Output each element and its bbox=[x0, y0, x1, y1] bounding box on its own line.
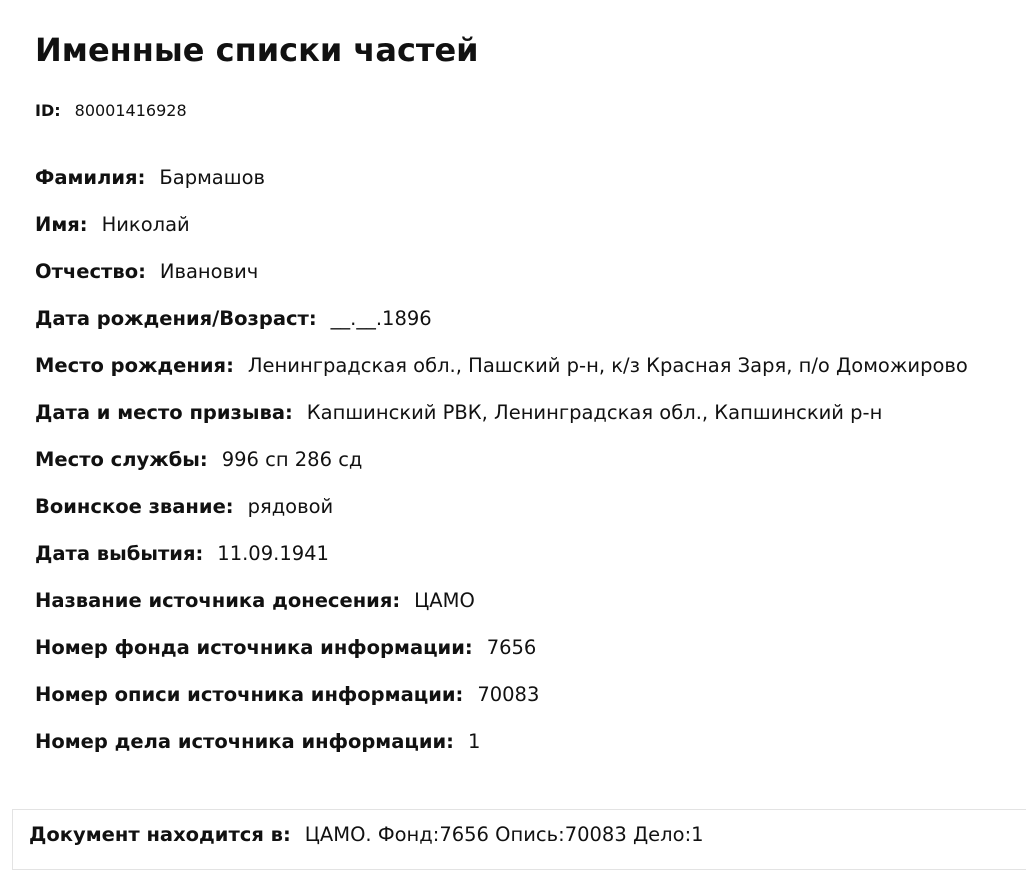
field-label: Название источника донесения: bbox=[35, 589, 401, 612]
field-service-place bbox=[35, 446, 1020, 493]
field-label: Номер описи источника информации: bbox=[35, 683, 464, 706]
field-label: Дата и место призыва: bbox=[35, 401, 293, 424]
field-value: 70083 bbox=[477, 683, 540, 706]
field-inventory-number bbox=[35, 681, 1020, 728]
field-value: 7656 bbox=[486, 636, 537, 659]
field-surname bbox=[35, 164, 1020, 211]
field-value: 996 сп 286 сд bbox=[221, 448, 363, 471]
document-location-label: Документ находится в: bbox=[29, 823, 291, 846]
document-location-box bbox=[12, 809, 1026, 870]
field-birth-date bbox=[35, 305, 1020, 352]
field-patronymic bbox=[35, 258, 1020, 305]
field-military-rank bbox=[35, 493, 1020, 540]
record-id-label: ID: bbox=[35, 101, 61, 120]
document-location bbox=[29, 821, 704, 849]
field-birth-place bbox=[35, 352, 1020, 399]
field-case-number bbox=[35, 728, 1020, 775]
field-first-name bbox=[35, 211, 1020, 258]
record-fields bbox=[35, 164, 1020, 775]
field-label: Отчество: bbox=[35, 260, 146, 283]
field-label: Фамилия: bbox=[35, 166, 146, 189]
field-fund-number bbox=[35, 634, 1020, 681]
field-value: Бармашов bbox=[159, 166, 266, 189]
field-label: Имя: bbox=[35, 213, 88, 236]
record-id-value: 80001416928 bbox=[74, 101, 187, 120]
field-value: __.__.1896 bbox=[330, 307, 432, 330]
field-label: Номер дела источника информации: bbox=[35, 730, 454, 753]
field-label: Место рождения: bbox=[35, 354, 234, 377]
field-value: Капшинский РВК, Ленинградская обл., Капшинский р-н bbox=[306, 401, 883, 424]
field-label: Дата рождения/Возраст: bbox=[35, 307, 317, 330]
field-report-source bbox=[35, 587, 1020, 634]
field-value: ЦАМО bbox=[414, 589, 475, 612]
field-value: 11.09.1941 bbox=[217, 542, 329, 565]
field-value: рядовой bbox=[247, 495, 334, 518]
document-location-value: ЦАМО. Фонд:7656 Опись:70083 Дело:1 bbox=[304, 823, 704, 846]
page-title: Именные списки частей bbox=[35, 31, 479, 69]
field-value: Николай bbox=[101, 213, 190, 236]
field-label: Воинское звание: bbox=[35, 495, 234, 518]
field-value: Ленинградская обл., Пашский р-н, к/з Красная Заря, п/о Доможирово bbox=[247, 354, 968, 377]
field-label: Номер фонда источника информации: bbox=[35, 636, 473, 659]
field-label: Дата выбытия: bbox=[35, 542, 204, 565]
field-conscription bbox=[35, 399, 1020, 446]
record-id-row bbox=[35, 100, 187, 122]
field-value: Иванович bbox=[159, 260, 259, 283]
field-label: Место службы: bbox=[35, 448, 208, 471]
field-departure-date bbox=[35, 540, 1020, 587]
field-value: 1 bbox=[467, 730, 481, 753]
